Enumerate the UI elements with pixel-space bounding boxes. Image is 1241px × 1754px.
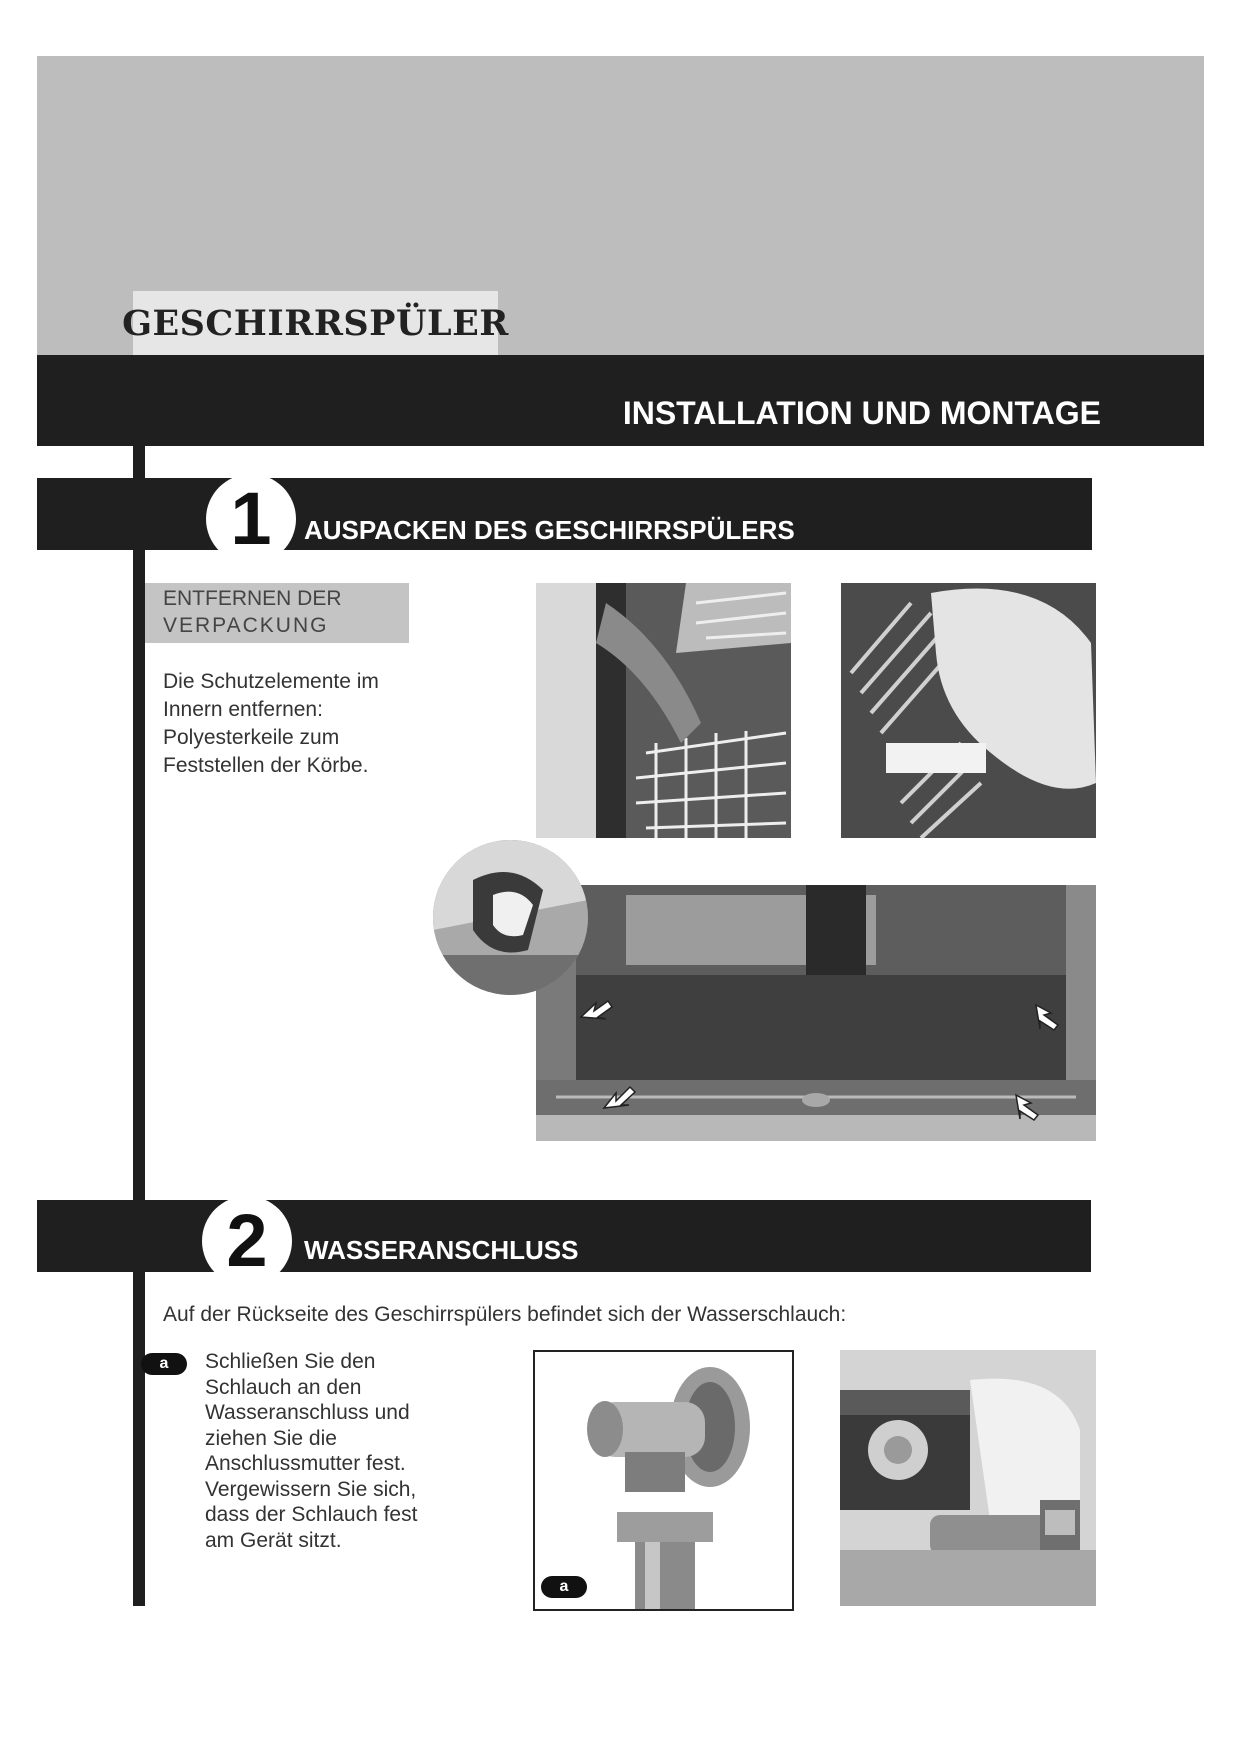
text-line: dass der Schlauch fest: [205, 1503, 418, 1526]
subheading-box: [145, 583, 409, 643]
brand-box: [122, 291, 509, 355]
section-2-step-text: [205, 1349, 417, 1553]
subheading-line-1: ENTFERNEN DER: [163, 587, 342, 610]
text-line: ziehen Sie die: [205, 1426, 337, 1450]
text-line: Polyesterkeile zum: [163, 726, 340, 749]
vertical-rule: [133, 446, 145, 1606]
brand-title: GESCHIRRSPÜLER: [122, 302, 509, 344]
section-1-number: 1: [206, 474, 296, 564]
photo-badge-a: a: [541, 1576, 587, 1598]
page-subtitle: INSTALLATION UND MONTAGE: [622, 395, 1101, 431]
photo-hose-appliance: [840, 1350, 1096, 1606]
text-line: Schließen Sie den: [205, 1350, 376, 1373]
subheading-line-2: VERPACKUNG: [163, 614, 329, 637]
photo-dishwasher-interior: [536, 885, 1096, 1141]
photo-closeup-circle: [433, 840, 588, 995]
header-bar: [37, 355, 1204, 446]
text-line: Feststellen der Körbe.: [163, 754, 369, 777]
photo-tap-connector: [533, 1350, 794, 1611]
text-line: Innern entfernen:: [163, 698, 323, 721]
text-line: Die Schutzelemente im: [163, 670, 379, 693]
text-line: am Gerät sitzt.: [205, 1528, 342, 1552]
section-1-text: [163, 668, 379, 780]
text-line: Wasseranschluss und: [205, 1401, 410, 1424]
photo-hand-wedge: [841, 583, 1096, 838]
text-line: Vergewissern Sie sich,: [205, 1477, 417, 1501]
text-line: Anschlussmutter fest.: [205, 1452, 406, 1475]
step-badge-a: a: [141, 1353, 187, 1375]
section-1-title: AUSPACKEN DES GESCHIRRSPÜLERS: [304, 515, 795, 545]
text-line: Schlauch an den: [205, 1375, 362, 1399]
section-2-intro: Auf der Rückseite des Geschirrspülers befindet sich der Wasserschlauch:: [163, 1303, 847, 1326]
section-2-title: WASSERANSCHLUSS: [304, 1235, 579, 1265]
section-2-number: 2: [202, 1196, 292, 1286]
photo-rack-wedge: [536, 583, 791, 838]
